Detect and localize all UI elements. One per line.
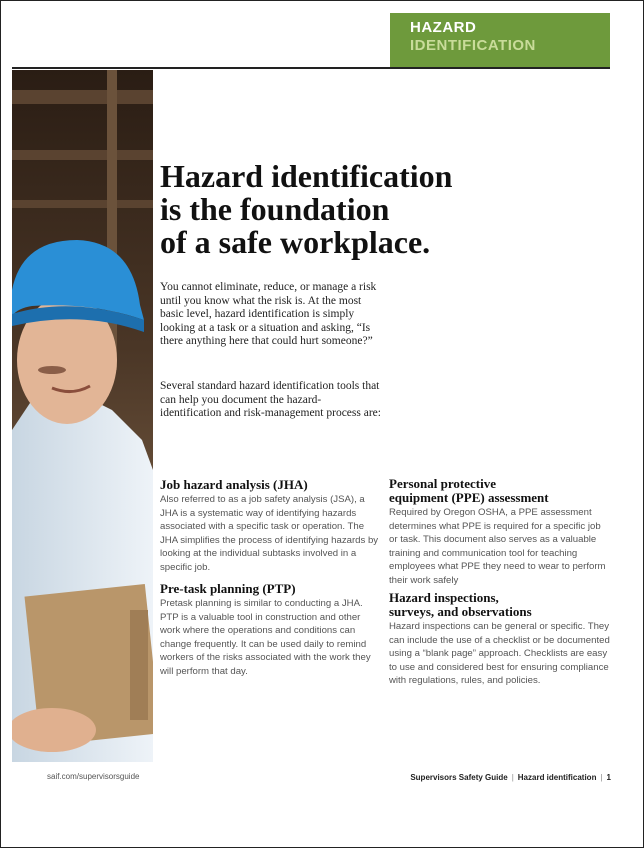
badge-line-1: HAZARD [410, 19, 477, 36]
inspections-body: Hazard inspections can be general or specific. They can include the use of a checklist or be documented using a “blank page” approach. Checklists are easy to use and considered best for ensuring compliance with regulations, rules, and policies. [389, 621, 610, 686]
page-number: 1 [606, 773, 611, 782]
headline-line-3: of a safe workplace. [160, 224, 431, 260]
intro-tools-paragraph: Several standard hazard identification tools that can help you document the hazard-identification and risk-management process are: [160, 380, 381, 420]
footer-separator: | [511, 773, 514, 782]
section-badge [390, 13, 610, 67]
headline-line-1: Hazard identification [160, 158, 453, 194]
section-inspections [389, 591, 611, 688]
jha-heading: Job hazard analysis (JHA) [160, 477, 308, 492]
ppe-heading [389, 477, 611, 505]
ppe-heading-line-1: Personal protective [389, 476, 496, 491]
badge-line-2: IDENTIFICATION [410, 37, 536, 54]
footer-section-name: Hazard identification [517, 773, 597, 782]
inspections-heading [389, 591, 611, 619]
ptp-heading: Pre-task planning (PTP) [160, 581, 296, 596]
inspections-heading-line-1: Hazard inspections, [389, 590, 499, 605]
intro-paragraph: You cannot eliminate, reduce, or manage a risk until you know what the risk is. At the most basic level, hazard identification is simply looking at a task or a situation and asking, “Is there anything here that could hurt someone?” [160, 281, 377, 348]
inspections-heading-line-2: surveys, and observations [389, 604, 532, 619]
footer-page-info [410, 773, 611, 782]
jha-body: Also referred to as a job safety analysis (JSA), a JHA is a systematic way of identifying hazards associated with a specific task or operation. The JHA simplifies the process of identifying hazards by looking at the individual subtasks involved in a specific job. [160, 494, 379, 573]
ppe-body: Required by Oregon OSHA, a PPE assessment determines what PPE is required for a specific job or task. This document also serves as a valuable training and communication tool for teaching employees what PPE they need to wear to perform their work safely [389, 507, 606, 586]
headline-line-2: is the foundation [160, 191, 390, 227]
section-ppe [389, 477, 611, 587]
footer-url: saif.com/supervisorsguide [47, 772, 140, 781]
header-rule [12, 67, 610, 69]
section-jha [160, 478, 382, 574]
footer-separator: | [600, 773, 603, 782]
footer-guide-title: Supervisors Safety Guide [410, 773, 508, 782]
headline [160, 160, 610, 259]
ppe-heading-line-2: equipment (PPE) assessment [389, 490, 549, 505]
worker-photo [12, 70, 153, 762]
section-ptp [160, 582, 382, 678]
ptp-body: Pretask planning is similar to conducting a JHA. PTP is a valuable tool in construction and other work where the operations and conditions can change frequently. It can be used daily to remind workers of the risks associated with the work they will perform that day. [160, 598, 371, 677]
